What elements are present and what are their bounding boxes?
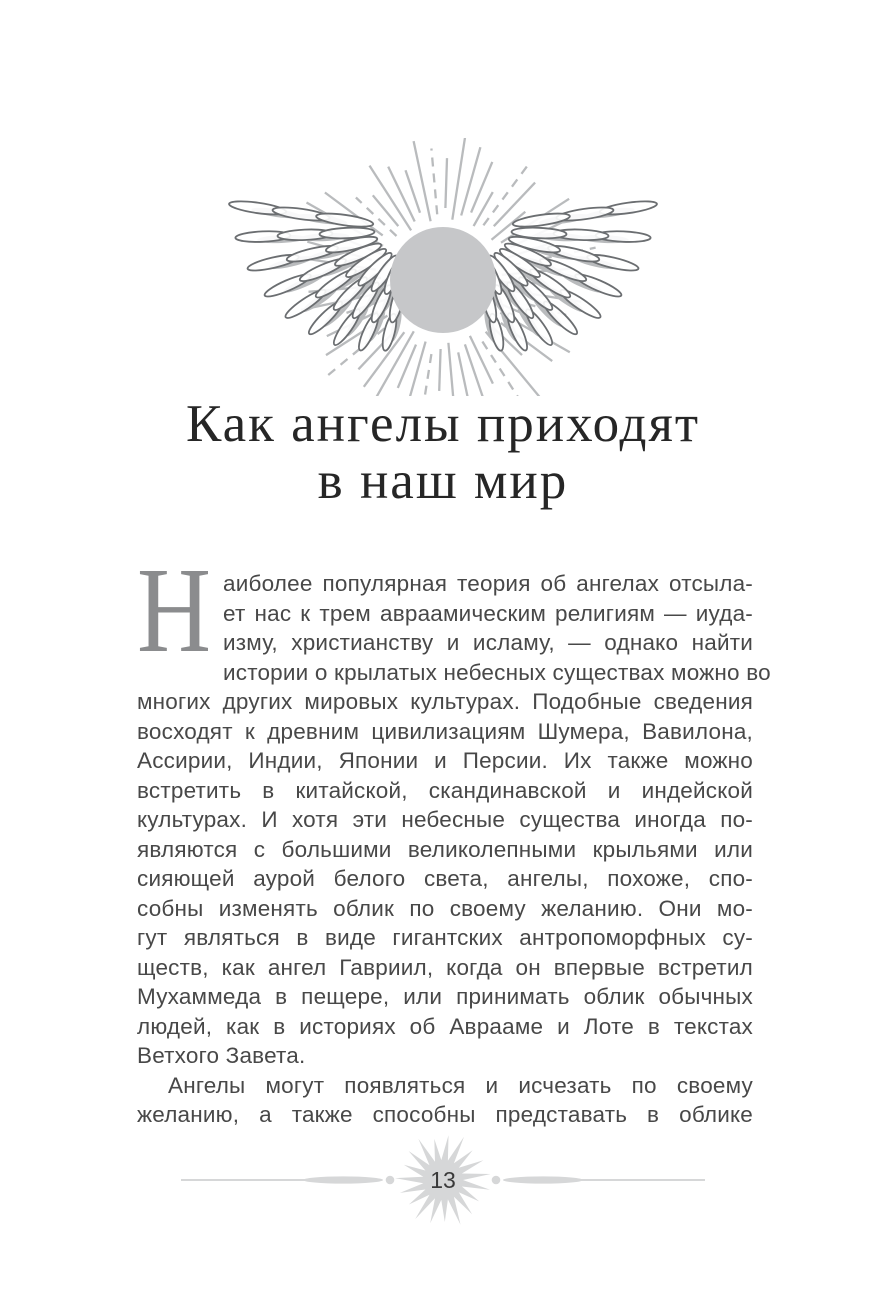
sun-disc xyxy=(390,227,496,333)
text-line: являются с большими великолепными крыльями или xyxy=(137,836,753,862)
body-text xyxy=(137,543,771,1130)
chapter-title xyxy=(0,396,886,510)
text-line: многих других мировых культурах. Подобные сведения xyxy=(137,689,753,714)
text-line: восходят к древним цивилизациям Шумера, Вавилона, xyxy=(137,718,753,744)
winged-sun-svg xyxy=(223,138,663,396)
text-line: сияющей аурой белого света, ангелы, похоже, спо- xyxy=(137,866,753,891)
text-line: ществ, как ангел Гавриил, когда он впервые встретил xyxy=(137,954,753,980)
text-line: Ветхого Завета. xyxy=(137,1043,306,1068)
text-line: ет нас к трем авраамическим религиям — иуда- xyxy=(223,600,753,626)
drop-cap: Н xyxy=(137,543,212,678)
left-wing xyxy=(228,199,413,353)
text-line: собны изменять облик по своему желанию. Они мо- xyxy=(137,895,753,921)
text-line: аиболее популярная теория об ангелах отсыла- xyxy=(223,571,753,596)
paragraph xyxy=(137,1071,753,1130)
page-footer xyxy=(133,1130,753,1230)
winged-sun-illustration xyxy=(223,138,663,396)
text-line: людей, как в историях об Аврааме и Лоте в текстах xyxy=(137,1013,753,1039)
page-number: 13 xyxy=(430,1167,456,1193)
text-line: Мухаммеда в пещере, или принимать облик обычных xyxy=(137,984,753,1009)
chapter-title-line1: Как ангелы приходят xyxy=(185,395,701,453)
text-line: истории о крылатых небесных существах можно во xyxy=(223,659,771,685)
text-line: Ассирии, Индии, Японии и Персии. Их также можно xyxy=(137,748,753,773)
text-line: гут являться в виде гигантских антропоморфных су- xyxy=(137,925,753,950)
paragraph xyxy=(137,543,771,1071)
text-line: культурах. И хотя эти небесные существа иногда по- xyxy=(137,807,753,832)
right-wing xyxy=(473,199,658,353)
text-line: изму, христианству и исламу, — однако найти xyxy=(223,630,753,655)
text-line: желанию, а также способны представать в облике xyxy=(137,1102,753,1127)
chapter-title-line2: в наш мир xyxy=(317,452,569,510)
text-line: Ангелы могут появляться и исчезать по своему xyxy=(168,1072,753,1098)
text-line: встретить в китайской, скандинавской и индейской xyxy=(137,777,753,803)
